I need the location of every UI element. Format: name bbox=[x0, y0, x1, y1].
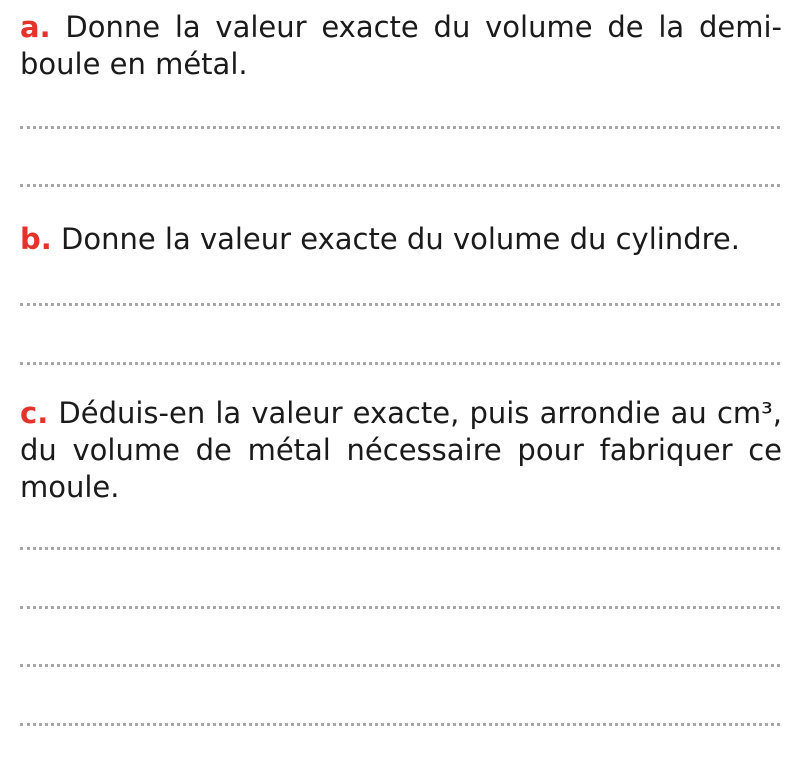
question-a bbox=[20, 9, 782, 83]
question-b-label: b. bbox=[20, 222, 52, 256]
answer-line-b-2[interactable] bbox=[20, 362, 780, 365]
answer-line-a-2[interactable] bbox=[20, 184, 780, 187]
question-a-text: Donne la valeur exacte du volume de la demi-boule en métal. bbox=[20, 10, 782, 81]
answer-line-c-2[interactable] bbox=[20, 606, 780, 609]
question-b bbox=[20, 221, 782, 258]
exercise-page bbox=[20, 0, 782, 766]
answer-line-c-4[interactable] bbox=[20, 723, 780, 726]
answer-line-c-1[interactable] bbox=[20, 547, 780, 550]
answer-line-b-1[interactable] bbox=[20, 303, 780, 306]
question-c-label: c. bbox=[20, 396, 49, 430]
question-c-text: Déduis-en la valeur exacte, puis arrondie au cm³, du volume de métal nécessaire pour fabriquer ce moule. bbox=[20, 396, 782, 504]
question-b-text: Donne la valeur exacte du volume du cylindre. bbox=[61, 222, 740, 256]
question-a-label: a. bbox=[20, 10, 51, 44]
answer-line-a-1[interactable] bbox=[20, 126, 780, 129]
answer-line-c-3[interactable] bbox=[20, 664, 780, 667]
question-c bbox=[20, 395, 782, 506]
